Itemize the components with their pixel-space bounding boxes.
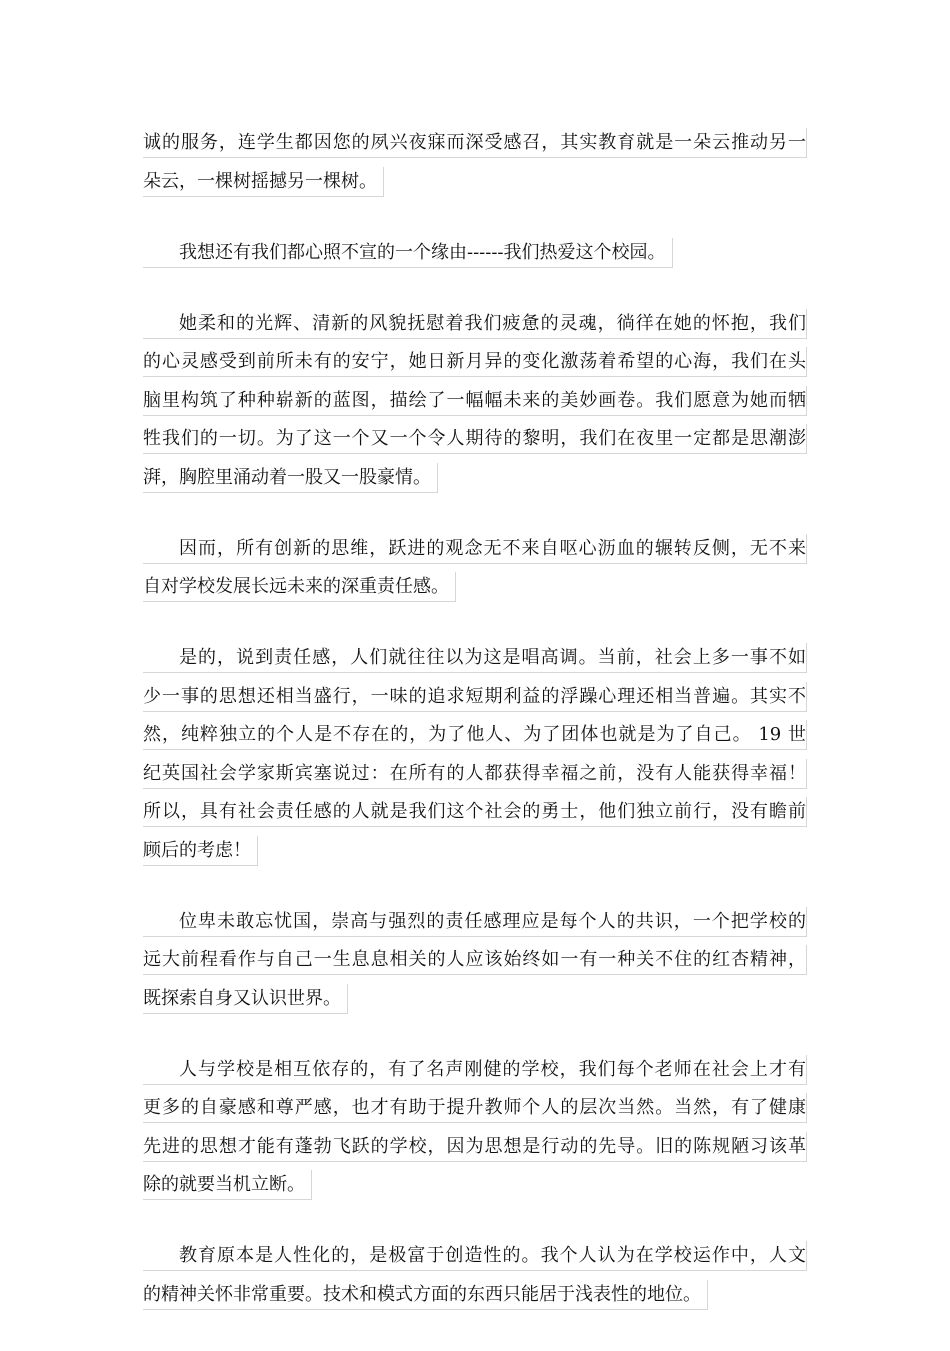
text-line: 除的就要当机立断。: [143, 1170, 312, 1200]
text-line: 既探索自身又认识世界。: [143, 984, 348, 1014]
text-line: 教育原本是人性化的，是极富于创造性的。我个人认为在学校运作中，人文: [143, 1241, 807, 1271]
text-line: 所以，具有社会责任感的人就是我们这个社会的勇士，他们独立前行，没有瞻前: [143, 797, 807, 827]
text-line: 自对学校发展长远未来的深重责任感。: [143, 572, 456, 602]
paragraph: [143, 643, 807, 878]
text-line: 人与学校是相互依存的，有了名声刚健的学校，我们每个老师在社会上才有: [143, 1055, 807, 1085]
text-line: 更多的自豪感和尊严感，也才有助于提升教师个人的层次当然。当然，有了健康: [143, 1093, 807, 1123]
text-line: 的心灵感受到前所未有的安宁，她日新月异的变化激荡着希望的心海，我们在头: [143, 347, 807, 377]
text-line: 远大前程看作与自己一生息息相关的人应该始终如一有一种关不住的红杏精神，: [143, 945, 807, 975]
paragraph: [143, 534, 807, 615]
text-line: 的精神关怀非常重要。技术和模式方面的东西只能居于浅表性的地位。: [143, 1280, 708, 1310]
paragraph: [143, 1055, 807, 1213]
paragraph: [143, 238, 807, 281]
paragraph: [143, 309, 807, 506]
text-line: 朵云，一棵树摇撼另一棵树。: [143, 167, 384, 197]
text-line: 少一事的思想还相当盛行，一味的追求短期利益的浮躁心理还相当普遍。其实不: [143, 682, 807, 712]
text-line: 脑里构筑了种种崭新的蓝图，描绘了一幅幅未来的美妙画卷。我们愿意为她而牺: [143, 386, 807, 416]
text-line: 然，纯粹独立的个人是不存在的，为了他人、为了团体也就是为了自己。 19 世: [143, 720, 807, 750]
paragraph: [143, 907, 807, 1027]
text-line: 先进的思想才能有蓬勃飞跃的学校，因为思想是行动的先导。旧的陈规陋习该革: [143, 1132, 807, 1162]
text-line: 湃，胸腔里涌动着一股又一股豪情。: [143, 463, 438, 493]
text-line: 纪英国社会学家斯宾塞说过：在所有的人都获得幸福之前，没有人能获得幸福！: [143, 759, 807, 789]
text-line: 因而，所有创新的思维，跃进的观念无不来自呕心沥血的辗转反侧，无不来: [143, 534, 807, 564]
text-line: 是的，说到责任感，人们就往往以为这是唱高调。当前，社会上多一事不如: [143, 643, 807, 673]
paragraph: [143, 1241, 807, 1322]
document-page: [143, 128, 807, 1351]
text-line: 她柔和的光辉、清新的风貌抚慰着我们疲惫的灵魂，徜徉在她的怀抱，我们: [143, 309, 807, 339]
text-line: 顾后的考虑！: [143, 836, 258, 866]
paragraph: [143, 128, 807, 209]
text-line: 我想还有我们都心照不宣的一个缘由------我们热爱这个校园。: [143, 238, 673, 268]
text-line: 诚的服务，连学生都因您的夙兴夜寐而深受感召，其实教育就是一朵云推动另一: [143, 128, 807, 158]
text-line: 位卑未敢忘忧国，崇高与强烈的责任感理应是每个人的共识，一个把学校的: [143, 907, 807, 937]
text-line: 牲我们的一切。为了这一个又一个令人期待的黎明，我们在夜里一定都是思潮澎: [143, 424, 807, 454]
